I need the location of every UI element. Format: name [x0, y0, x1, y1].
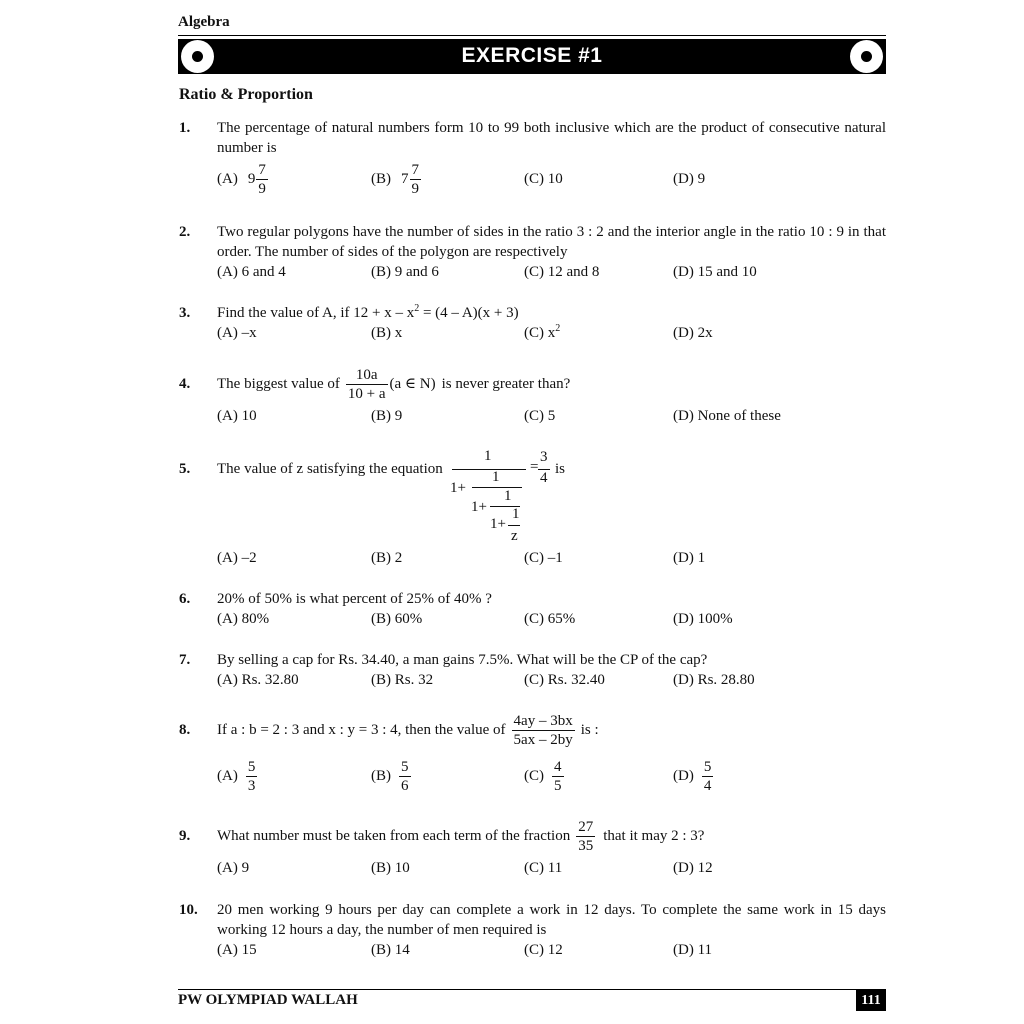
question-number: 5.: [179, 461, 191, 477]
option-b[interactable]: [371, 160, 421, 198]
option-d[interactable]: (D) $\frac{5}{4}$: [673, 758, 712, 794]
ring-decoration-icon: [850, 40, 883, 73]
option-c[interactable]: (C) $\frac{4}{5}$: [524, 758, 562, 794]
option-label: (B): [371, 171, 391, 187]
question-number: 3.: [179, 305, 191, 321]
option-b[interactable]: (B) x: [371, 325, 403, 341]
question-text: What number must be taken from each term of the fraction $\frac{27}{35}$ that it may 2 : 3?: [217, 818, 705, 854]
option-c[interactable]: (C) 12 and 8: [524, 264, 600, 280]
question-text-end: is: [555, 461, 566, 477]
fraction: $\frac{5}{6}$: [401, 758, 409, 794]
fraction: $\frac{7}{9}$: [411, 161, 419, 197]
subject-title: Algebra: [178, 14, 230, 30]
option-a[interactable]: (A) 9: [217, 860, 250, 876]
question-text: By selling a cap for Rs. 34.40, a man gains 7.5%. What will be the CP of the cap?: [217, 652, 708, 668]
question-text: 20 men working 9 hours per day can complete a work in 12 days. To complete the same work in 15 days working 12 hours a day, the number of men required is: [217, 902, 886, 938]
question-number: 1.: [179, 120, 191, 136]
option-b[interactable]: (B) 2: [371, 550, 403, 566]
option-b[interactable]: (B) 9 and 6: [371, 264, 439, 280]
option-b[interactable]: (B) 60%: [371, 611, 423, 627]
option-c[interactable]: (C) 11: [524, 860, 563, 876]
fraction: $\frac{10a}{10 + a}$: [347, 366, 386, 402]
option-a[interactable]: (A) Rs. 32.80: [217, 672, 299, 688]
option-a[interactable]: (A) –2: [217, 550, 257, 566]
mixed-whole: 7: [401, 171, 409, 187]
option-d[interactable]: (D) 15 and 10: [673, 264, 757, 280]
option-b[interactable]: (B) 14: [371, 942, 410, 958]
question-text: Two regular polygons have the number of sides in the ratio 3 : 2 and the interior angle in the ratio 10 : 9 in that order. The number of sides of the polygon are respectively: [217, 224, 886, 260]
mixed-whole: 9: [247, 171, 256, 187]
section-title: Ratio & Proportion: [179, 86, 313, 103]
option-a[interactable]: (A) 15: [217, 942, 257, 958]
question-text: The value of z satisfying the equation: [217, 461, 443, 477]
option-d[interactable]: (D) 12: [673, 860, 713, 876]
option-a[interactable]: [217, 160, 268, 198]
option-label: (A): [217, 171, 238, 187]
option-c[interactable]: (C) 65%: [524, 611, 576, 627]
question-number: 6.: [179, 591, 191, 607]
option-d[interactable]: (D) 11: [673, 942, 713, 958]
question-number: 7.: [179, 652, 191, 668]
option-b[interactable]: (B) $\frac{5}{6}$: [371, 758, 409, 794]
option-c[interactable]: (C) Rs. 32.40: [524, 672, 605, 688]
option-c[interactable]: (C) 12: [524, 942, 563, 958]
question-number: 10.: [179, 902, 198, 918]
option-b[interactable]: (B) Rs. 32: [371, 672, 434, 688]
option-d[interactable]: (D) 100%: [673, 611, 733, 627]
option-a[interactable]: (A) $\frac{5}{3}$: [217, 758, 256, 794]
option-c[interactable]: (C) $x^2$: [524, 323, 561, 341]
footer-rule: [178, 989, 886, 990]
option-a[interactable]: (A) 6 and 4: [217, 264, 286, 280]
option-a[interactable]: (A) 10: [217, 408, 257, 424]
header-rule: [178, 35, 886, 36]
fraction: $\frac{5}{3}$: [247, 758, 256, 794]
option-c[interactable]: (C) –1: [524, 550, 563, 566]
question-text: The percentage of natural numbers form 10 to 99 both inclusive which are the product of consecutive natural number is: [217, 120, 886, 156]
exercise-banner: [178, 39, 886, 74]
option-d[interactable]: (D) 9: [673, 171, 706, 187]
option-a[interactable]: (A) –x: [217, 325, 257, 341]
option-d[interactable]: (D) 2x: [673, 325, 713, 341]
page-number: 111: [856, 990, 886, 1011]
question-number: 9.: [179, 828, 191, 844]
question-number: 2.: [179, 224, 191, 240]
option-c[interactable]: (C) 5: [524, 408, 556, 424]
fraction: $\frac{4}{5}$: [554, 758, 562, 794]
question-number: 8.: [179, 722, 191, 738]
question-text: If a : b = 2 : 3 and x : y = 3 : 4, then the value of $\frac{4ay - 3bx}{5ax - 2by}$ is :: [217, 712, 599, 748]
option-d[interactable]: (D) Rs. 28.80: [673, 672, 755, 688]
option-c[interactable]: (C) 10: [524, 171, 563, 187]
banner-title: EXERCISE #1: [461, 44, 603, 67]
continued-fraction: 1 = 3 4 1+ 1 1+ 1 1+ 1 z: [448, 448, 558, 548]
option-b[interactable]: (B) 9: [371, 408, 403, 424]
option-d[interactable]: (D) 1: [673, 550, 706, 566]
option-b[interactable]: (B) 10: [371, 860, 410, 876]
fraction: $\frac{7}{9}$: [258, 161, 266, 197]
fraction: $\frac{5}{4}$: [703, 758, 712, 794]
option-d[interactable]: (D) None of these: [673, 408, 781, 424]
question-number: 4.: [179, 376, 191, 392]
question-text: The biggest value of $\frac{10a}{10 + a}$ (a ∈ N) is never greater than?: [217, 366, 571, 402]
fraction: $\frac{4ay - 3bx}{5ax - 2by}$: [513, 712, 573, 748]
fraction: $\frac{27}{35}$: [578, 818, 594, 854]
footer-brand: PW OLYMPIAD WALLAH: [178, 992, 358, 1008]
question-text: Find the value of A, if $12 + x - x^2 = (4 - A)(x + 3)$: [217, 303, 519, 321]
option-a[interactable]: (A) 80%: [217, 611, 270, 627]
question-text: 20% of 50% is what percent of 25% of 40% ?: [217, 591, 492, 607]
